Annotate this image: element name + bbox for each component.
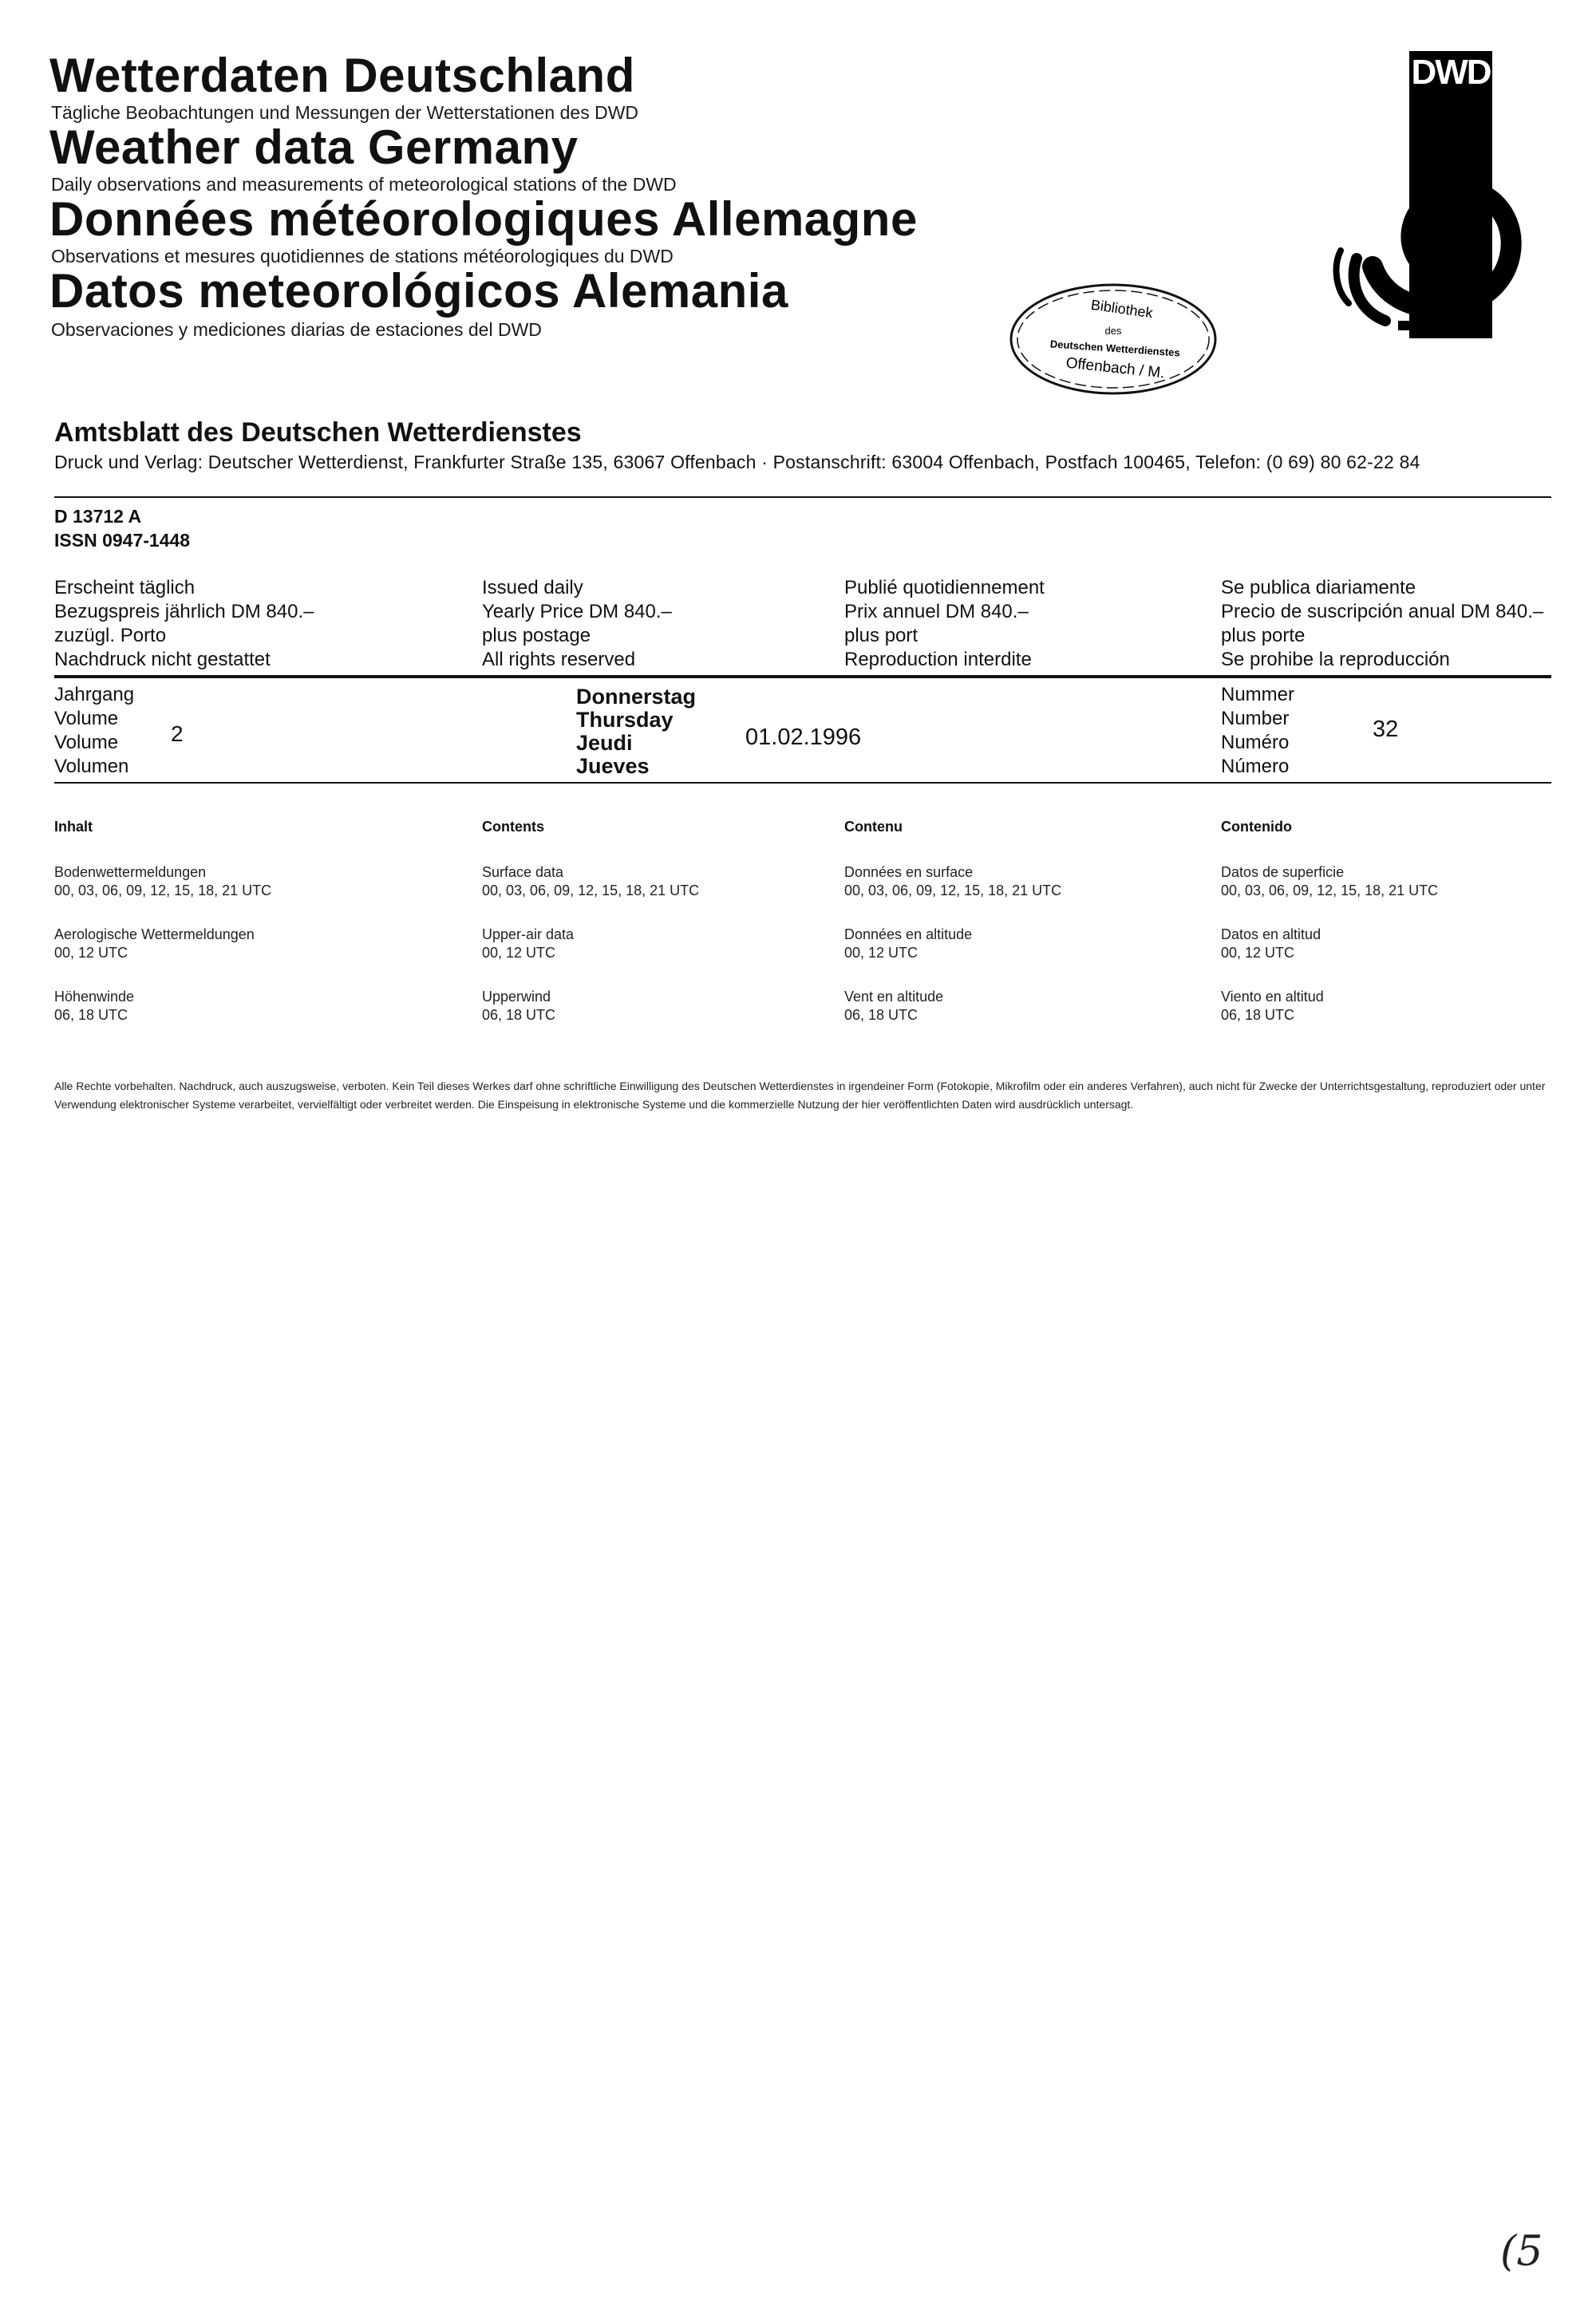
contents-item [54,988,134,1025]
contents-item-title: Datos en altitud [1221,926,1321,942]
contents-item-title: Données en altitude [844,926,973,942]
stamp-line-4: Offenbach / M. [1065,354,1166,382]
contents-item-times: 06, 18 UTC [844,1007,918,1023]
info-column-english [482,576,672,672]
contents-header-english: Contents [482,819,544,835]
contents-header-french: Contenu [844,819,903,835]
contents-item [844,863,1061,900]
contents-item-times: 00, 12 UTC [844,945,918,961]
divider [54,496,1551,498]
contents-item-title: Vent en altitude [844,989,944,1005]
weekday-english: Thursday [576,708,674,732]
contents-item [1221,926,1321,962]
contents-item-title: Bodenwettermeldungen [54,864,207,880]
contents-item-title: Données en surface [844,864,974,880]
info-column-french [844,576,1045,672]
contents-item [54,863,271,900]
contents-item-title: Datos de superficie [1221,864,1345,880]
weekday-spanish: Jueves [576,754,650,778]
publisher-address: Druck und Verlag: Deutscher Wetterdienst, Frankfurter Straße 135, 63067 Offenbach · Postanschrift: 63004 Offenbach, Postfach 100465, Telefon: (0 69) 80 62-22 84 [54,452,1420,472]
info-line: Yearly Price DM 840.– [482,601,672,622]
volume-label: Volumen [54,756,129,777]
contents-header-german: Inhalt [54,819,93,835]
info-column-spanish [1221,576,1543,672]
contents-item [54,926,255,962]
contents-header-spanish: Contenido [1221,819,1292,835]
subtitle-german: Tägliche Beobachtungen und Messungen der Wetterstationen des DWD [51,102,639,123]
info-line: Precio de suscripción anual DM 840.– [1221,601,1544,622]
contents-item [844,988,943,1025]
issue-date: 01.02.1996 [745,725,862,750]
thick-divider [54,675,1551,678]
info-line: Prix annuel DM 840.– [844,601,1029,622]
contents-item [482,926,574,962]
library-stamp [1001,275,1225,403]
stamp-line-1: Bibliothek [1089,296,1154,322]
contents-item-times: 00, 12 UTC [54,945,128,961]
number-label: Numéro [1221,732,1290,753]
info-line: Nachdruck nicht gestattet [54,649,271,670]
title-german: Wetterdaten Deutschland [49,49,635,102]
info-line: plus porte [1221,625,1306,646]
contents-item-times: 00, 03, 06, 09, 12, 15, 18, 21 UTC [844,882,1062,898]
number-label: Number [1221,708,1290,729]
info-line: Bezugspreis jährlich DM 840.– [54,601,314,622]
dwd-logo [1309,51,1556,346]
weekday-french: Jeudi [576,731,633,755]
volume-labels [54,683,134,779]
handwritten-mark: (5 [1500,2228,1543,2276]
contents-item [1221,988,1324,1025]
stamp-line-3: Deutschen Wetterdienstes [1049,338,1181,359]
subtitle-french: Observations et mesures quotidiennes de stations météorologiques du DWD [51,246,674,267]
divider [54,782,1551,784]
info-line: Issued daily [482,577,583,598]
subtitle-spanish: Observaciones y mediciones diarias de estaciones del DWD [51,319,542,340]
contents-item-times: 00, 12 UTC [482,945,556,961]
volume-label: Volume [54,708,119,729]
stamp-line-2: des [1104,325,1122,337]
subtitle-english: Daily observations and measurements of meteorological stations of the DWD [51,174,677,195]
issn: ISSN 0947-1448 [54,530,191,551]
contents-item [482,988,555,1025]
number-label: Nummer [1221,684,1295,705]
contents-item-title: Höhenwinde [54,989,135,1005]
volume-label: Jahrgang [54,684,135,705]
logo-spiral-icon [1309,147,1556,346]
contents-item-times: 06, 18 UTC [54,1007,128,1023]
info-line: All rights reserved [482,649,636,670]
number-label: Número [1221,756,1290,777]
number-labels [1221,683,1294,779]
title-spanish: Datos meteorológicos Alemania [49,264,788,318]
weekday-german: Donnerstag [576,685,697,709]
contents-item-times: 00, 12 UTC [1221,945,1295,961]
info-column-german [54,576,314,672]
title-english: Weather data Germany [49,120,579,174]
contents-item-title: Upperwind [482,989,551,1005]
volume-label: Volume [54,732,119,753]
info-line: Erscheint täglich [54,577,196,598]
contents-item-title: Upper-air data [482,926,575,942]
contents-item-times: 00, 03, 06, 09, 12, 15, 18, 21 UTC [54,882,272,898]
volume-value: 2 [171,721,184,746]
contents-item-title: Viento en altitud [1221,989,1324,1005]
contents-item-times: 00, 03, 06, 09, 12, 15, 18, 21 UTC [1221,882,1439,898]
contents-item [844,926,972,962]
info-line: Reproduction interdite [844,649,1032,670]
contents-item-title: Aerologische Wettermeldungen [54,926,255,942]
info-line: plus postage [482,625,591,646]
contents-item-times: 00, 03, 06, 09, 12, 15, 18, 21 UTC [482,882,700,898]
weekday-names [576,685,696,778]
legal-notice: Alle Rechte vorbehalten. Nachdruck, auch auszugsweise, verboten. Kein Teil dieses Werkes darf ohne schriftliche Einwilligung des Deutschen Wetterdienstes in irgendeiner Form (Fotokopie, Mikrofilm oder ein anderes Verfahren), auch nicht für Zwecke der Unterrichtsgestaltung, reproduziert oder unter Verwendung elektronischer Systeme verarbeitet, vervielfältigt oder verbreitet werden. Die Einspeisung in elektronische Systeme und die kommerzielle Nutzung der hier veröffentlichten Daten wird ausdrücklich untersagt. [54,1080,1546,1111]
info-line: Se prohibe la reproducción [1221,649,1450,670]
info-line: zuzügl. Porto [54,625,167,646]
issue-number: 32 [1373,717,1399,742]
publication-code: D 13712 A [54,506,142,527]
logo-text: DWD [1411,53,1491,92]
publisher-title: Amtsblatt des Deutschen Wetterdienstes [54,417,582,448]
info-line: Publié quotidiennement [844,577,1045,598]
contents-item-times: 06, 18 UTC [1221,1007,1295,1023]
contents-item-times: 06, 18 UTC [482,1007,556,1023]
contents-item [482,863,699,900]
contents-item [1221,863,1438,900]
contents-item-title: Surface data [482,864,564,880]
info-line: Se publica diariamente [1221,577,1416,598]
info-line: plus port [844,625,918,646]
title-french: Données météorologiques Allemagne [49,192,918,246]
